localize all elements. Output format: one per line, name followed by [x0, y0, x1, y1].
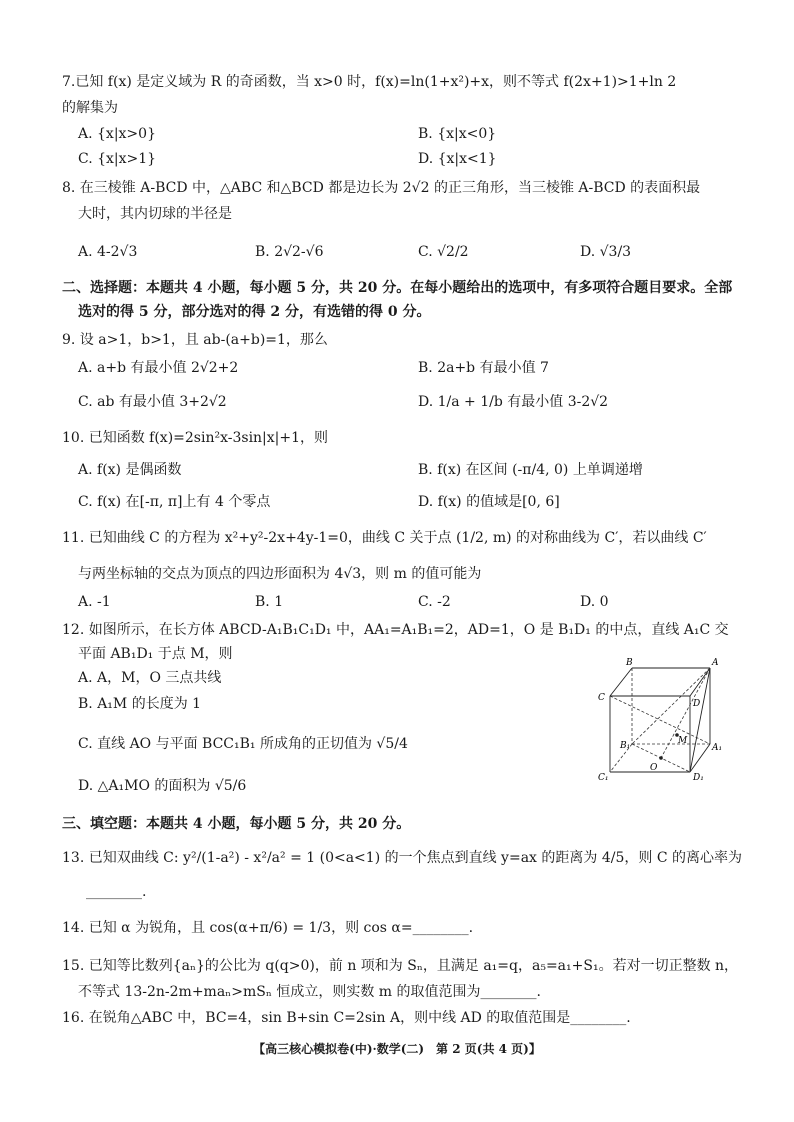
- q7-stem-line1: 7.已知 f(x) 是定义域为 R 的奇函数，当 x>0 时，f(x)=ln(1+x²)+x，则不等式 f(2x+1)>1+ln 2: [62, 74, 677, 90]
- q15-line1: 15. 已知等比数列{aₙ}的公比为 q(q>0)，前 n 项和为 Sₙ，且满足 a₁=q，a₅=a₁+S₁。若对一切正整数 n，: [62, 958, 739, 974]
- q8-stem-line1: 8. 在三棱锥 A-BCD 中，△ABC 和△BCD 都是边长为 2√2 的正三角形，当三棱锥 A-BCD 的表面积最: [62, 180, 701, 196]
- q9-option-a: A. a+b 有最小值 2√2+2: [78, 360, 239, 376]
- q10-option-a: A. f(x) 是偶函数: [78, 462, 182, 478]
- q10-option-c: C. f(x) 在[-π, π]上有 4 个零点: [78, 494, 271, 510]
- label-d1: D₁: [693, 773, 704, 783]
- label-b: B: [626, 658, 633, 668]
- q11-option-b: B. 1: [255, 594, 284, 610]
- q10-option-d: D. f(x) 的值域是[0, 6]: [418, 494, 560, 510]
- q12-option-d: D. △A₁MO 的面积为 √5/6: [78, 778, 247, 794]
- q9-stem: 9. 设 a>1，b>1，且 ab-(a+b)=1，那么: [62, 332, 328, 348]
- q7-option-b: B. {x|x<0}: [418, 126, 497, 142]
- q7-stem-line2: 的解集为: [62, 100, 118, 116]
- label-a: A: [712, 658, 719, 668]
- q8-option-d: D. √3/3: [580, 244, 632, 260]
- label-m: M: [678, 736, 688, 746]
- q10-stem: 10. 已知函数 f(x)=2sin²x-3sin|x|+1，则: [62, 430, 329, 446]
- q8-option-c: C. √2/2: [418, 244, 469, 260]
- label-c1: C₁: [598, 773, 609, 783]
- q11-option-d: D. 0: [580, 594, 609, 610]
- q13-line1: 13. 已知双曲线 C: y²/(1-a²) - x²/a² = 1 (0<a<1) 的一个焦点到直线 y=ax 的距离为 4/5，则 C 的离心率为: [62, 850, 742, 866]
- cuboid-figure: [598, 656, 732, 790]
- q11-option-a: A. -1: [78, 594, 111, 610]
- q12-stem-line1: 12. 如图所示，在长方体 ABCD-A₁B₁C₁D₁ 中，AA₁=A₁B₁=2，AD=1，O 是 B₁D₁ 的中点，直线 A₁C 交: [62, 622, 729, 638]
- q10-option-b: B. f(x) 在区间 (-π/4, 0) 上单调递增: [418, 462, 643, 478]
- label-b1: B₁: [620, 741, 631, 751]
- q16-line: 16. 在锐角△ABC 中，BC=4，sin B+sin C=2sin A，则中线 AD 的取值范围是________.: [62, 1010, 631, 1026]
- q15-line2: 不等式 13-2n-2m+maₙ>mSₙ 恒成立，则实数 m 的取值范围为________.: [78, 984, 541, 1000]
- q7-option-d: D. {x|x<1}: [418, 151, 497, 167]
- page-footer: 【高三核心模拟卷(中)·数学(二) 第 2 页(共 4 页)】: [253, 1042, 541, 1056]
- q13-line2: ________.: [86, 884, 147, 900]
- q11-option-c: C. -2: [418, 594, 451, 610]
- q12-option-b: B. A₁M 的长度为 1: [78, 696, 202, 712]
- q7-option-a: A. {x|x>0}: [78, 126, 156, 142]
- q11-stem-line1: 11. 已知曲线 C 的方程为 x²+y²-2x+4y-1=0，曲线 C 关于点 (1/2, m) 的对称曲线为 C′，若以曲线 C′: [62, 530, 707, 546]
- section-3-header: 三、填空题：本题共 4 小题，每小题 5 分，共 20 分。: [62, 816, 411, 832]
- q11-stem-line2: 与两坐标轴的交点为顶点的四边形面积为 4√3，则 m 的值可能为: [78, 566, 482, 582]
- label-a1: A₁: [712, 743, 723, 753]
- label-o: O: [650, 763, 658, 773]
- q9-option-c: C. ab 有最小值 3+2√2: [78, 394, 227, 410]
- q12-stem-line2: 平面 AB₁D₁ 于点 M，则: [78, 646, 233, 662]
- section-2-header-line1: 二、选择题：本题共 4 小题，每小题 5 分，共 20 分。在每小题给出的选项中，有多项符合题目要求。全部: [62, 280, 733, 296]
- q12-option-c: C. 直线 AO 与平面 BCC₁B₁ 所成角的正切值为 √5/4: [78, 736, 408, 752]
- q8-stem-line2: 大时，其内切球的半径是: [78, 206, 232, 222]
- line-a-d1: [690, 668, 710, 772]
- q14-line: 14. 已知 α 为锐角，且 cos(α+π/6) = 1/3，则 cos α=________.: [62, 920, 474, 936]
- q7-option-c: C. {x|x>1}: [78, 151, 157, 167]
- point-o: [659, 756, 663, 760]
- label-c: C: [598, 693, 605, 703]
- q12-option-a: A. A，M，O 三点共线: [78, 670, 222, 686]
- q9-option-b: B. 2a+b 有最小值 7: [418, 360, 549, 376]
- edge-b-c: [610, 668, 632, 696]
- label-d: D: [693, 699, 701, 709]
- q8-option-a: A. 4-2√3: [78, 244, 138, 260]
- q9-option-d: D. 1/a + 1/b 有最小值 3-2√2: [418, 394, 609, 410]
- section-2-header-line2: 选对的得 5 分，部分选对的得 2 分，有选错的得 0 分。: [78, 304, 431, 320]
- q8-option-b: B. 2√2-√6: [255, 244, 324, 260]
